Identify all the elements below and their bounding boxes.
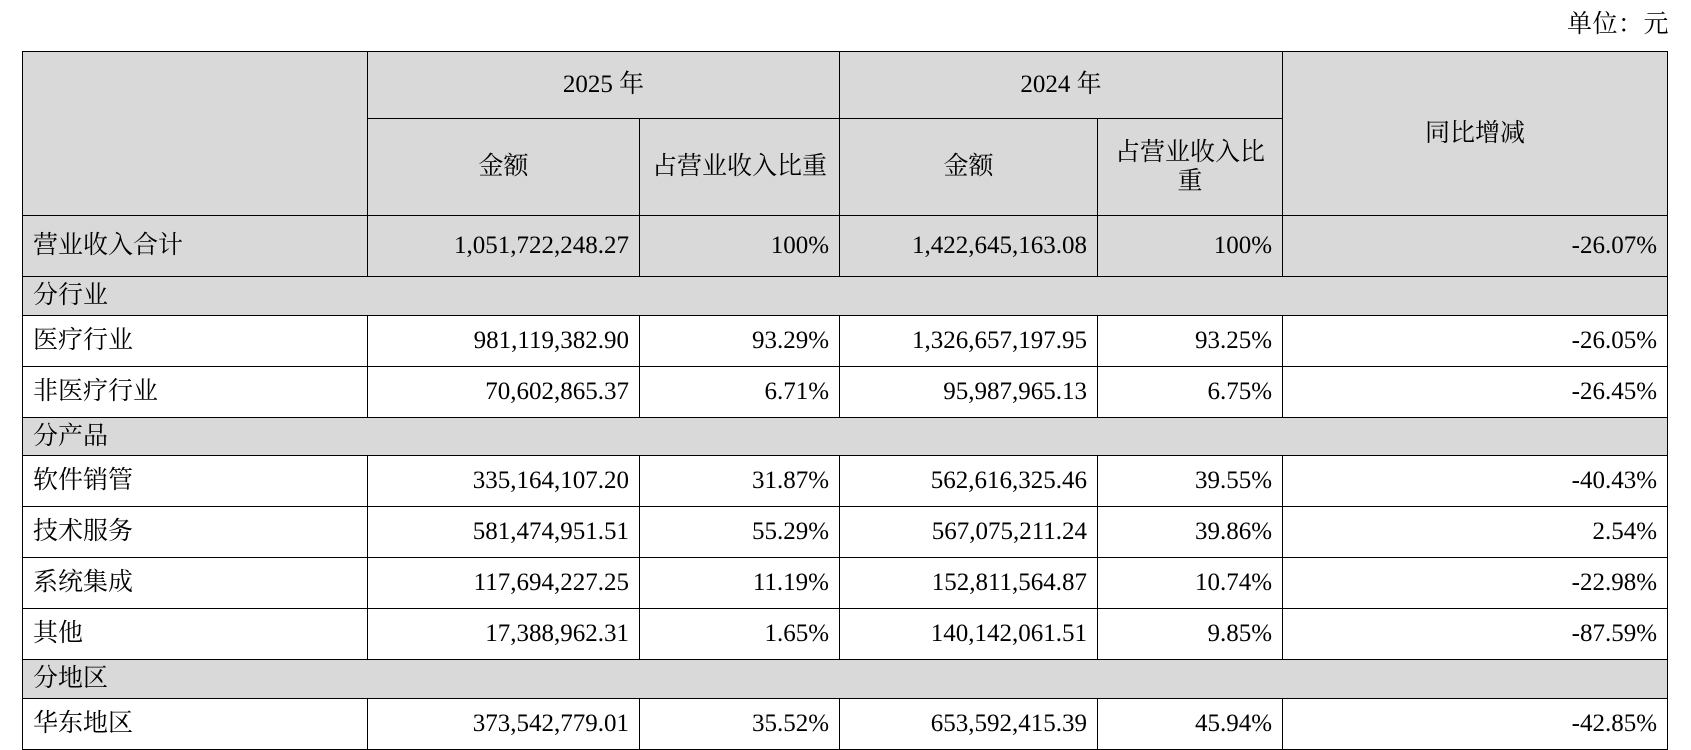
row-label: 其他	[23, 609, 368, 660]
header-current-ratio: 占营业收入比重	[640, 119, 840, 216]
row-label: 营业收入合计	[23, 216, 368, 277]
row-label: 系统集成	[23, 558, 368, 609]
current-amount: 1,051,722,248.27	[368, 216, 640, 277]
yoy-change: -42.85%	[1283, 698, 1668, 749]
yoy-change: -26.45%	[1283, 366, 1668, 417]
section-label: 分产品	[23, 417, 1668, 456]
table-header	[23, 52, 1668, 216]
header-current-amount: 金额	[368, 119, 640, 216]
table-row	[23, 558, 1668, 609]
table-row	[23, 315, 1668, 366]
current-ratio: 6.71%	[640, 366, 840, 417]
table-row	[23, 216, 1668, 277]
previous-ratio: 9.85%	[1098, 609, 1283, 660]
yoy-change: -26.05%	[1283, 315, 1668, 366]
current-ratio: 31.87%	[640, 456, 840, 507]
section-label: 分地区	[23, 660, 1668, 699]
table-row	[23, 507, 1668, 558]
previous-ratio: 39.86%	[1098, 507, 1283, 558]
previous-amount: 562,616,325.46	[840, 456, 1098, 507]
previous-amount: 567,075,211.24	[840, 507, 1098, 558]
table-section-row	[23, 277, 1668, 316]
current-amount: 117,694,227.25	[368, 558, 640, 609]
row-label: 医疗行业	[23, 315, 368, 366]
section-label: 分行业	[23, 277, 1668, 316]
current-ratio: 1.65%	[640, 609, 840, 660]
current-amount: 335,164,107.20	[368, 456, 640, 507]
table-row	[23, 609, 1668, 660]
header-yoy-change: 同比增减	[1283, 52, 1668, 216]
revenue-breakdown-table	[22, 51, 1668, 750]
current-ratio: 11.19%	[640, 558, 840, 609]
table-row	[23, 698, 1668, 749]
previous-ratio: 100%	[1098, 216, 1283, 277]
previous-ratio: 39.55%	[1098, 456, 1283, 507]
header-previous-ratio: 占营业收入比重	[1098, 119, 1283, 216]
table-row	[23, 366, 1668, 417]
current-ratio: 100%	[640, 216, 840, 277]
previous-amount: 1,422,645,163.08	[840, 216, 1098, 277]
current-amount: 373,542,779.01	[368, 698, 640, 749]
previous-amount: 653,592,415.39	[840, 698, 1098, 749]
previous-ratio: 93.25%	[1098, 315, 1283, 366]
previous-amount: 95,987,965.13	[840, 366, 1098, 417]
header-previous-amount: 金额	[840, 119, 1098, 216]
current-ratio: 93.29%	[640, 315, 840, 366]
unit-note: 单位：元	[1566, 11, 1669, 38]
current-amount: 70,602,865.37	[368, 366, 640, 417]
previous-amount: 1,326,657,197.95	[840, 315, 1098, 366]
row-label: 非医疗行业	[23, 366, 368, 417]
previous-ratio: 6.75%	[1098, 366, 1283, 417]
row-label: 华东地区	[23, 698, 368, 749]
current-ratio: 35.52%	[640, 698, 840, 749]
row-label: 技术服务	[23, 507, 368, 558]
header-corner	[23, 52, 368, 216]
previous-amount: 152,811,564.87	[840, 558, 1098, 609]
table-section-row	[23, 660, 1668, 699]
previous-amount: 140,142,061.51	[840, 609, 1098, 660]
current-ratio: 55.29%	[640, 507, 840, 558]
row-label: 软件销管	[23, 456, 368, 507]
yoy-change: 2.54%	[1283, 507, 1668, 558]
yoy-change: -40.43%	[1283, 456, 1668, 507]
current-amount: 17,388,962.31	[368, 609, 640, 660]
current-amount: 981,119,382.90	[368, 315, 640, 366]
header-year-previous: 2024 年	[840, 52, 1283, 119]
yoy-change: -22.98%	[1283, 558, 1668, 609]
current-amount: 581,474,951.51	[368, 507, 640, 558]
yoy-change: -26.07%	[1283, 216, 1668, 277]
table-row	[23, 456, 1668, 507]
previous-ratio: 45.94%	[1098, 698, 1283, 749]
yoy-change: -87.59%	[1283, 609, 1668, 660]
header-year-current: 2025 年	[368, 52, 840, 119]
table-body	[23, 216, 1668, 750]
table-section-row	[23, 417, 1668, 456]
previous-ratio: 10.74%	[1098, 558, 1283, 609]
